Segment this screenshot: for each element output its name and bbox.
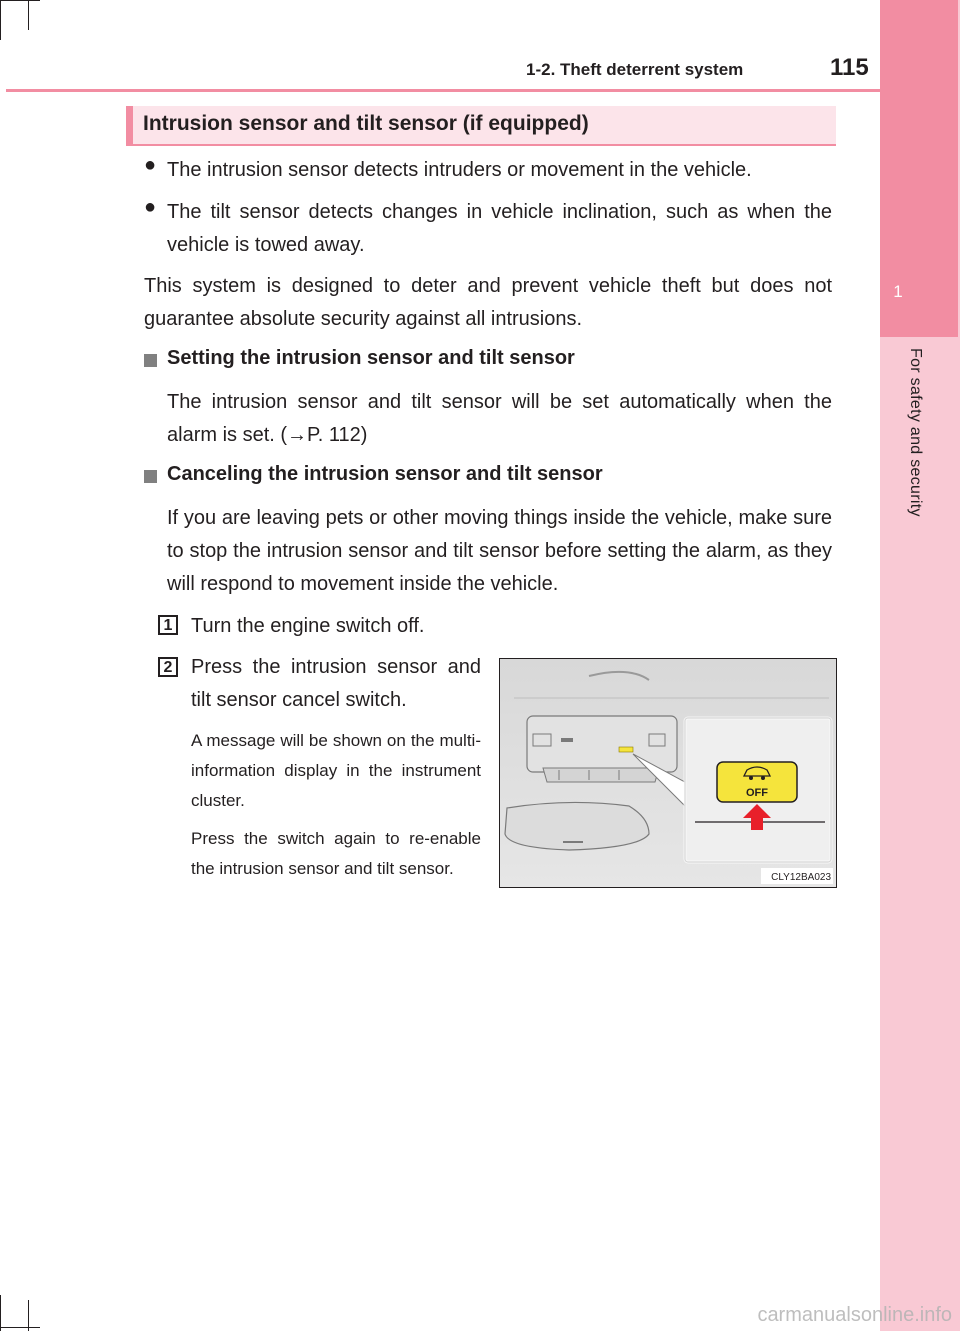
chapter-number: 1	[893, 282, 903, 301]
crop-mark	[0, 1295, 1, 1331]
step-text: Turn the engine switch off.	[191, 615, 425, 637]
chapter-title: For safety and security	[907, 348, 924, 517]
crop-mark	[28, 0, 29, 30]
cancel-switch-illustration	[499, 658, 837, 888]
crop-mark	[0, 0, 1, 40]
bullet-text: The tilt sensor detects changes in vehicle inclination, such as when the vehicle is towed away.	[167, 201, 832, 256]
canceling-body: If you are leaving pets or other moving things inside the vehicle, make sure to stop the intrusion sensor and tilt sensor before setting the alarm, as they will respond to movement inside the vehicle.	[167, 507, 832, 595]
square-bullet-icon	[144, 354, 157, 367]
bullet-icon: ●	[144, 196, 157, 218]
step-number: 1	[158, 615, 178, 635]
note-text: A message will be shown on the multi-information display in the instrument cluster.	[191, 731, 481, 810]
figure-code: CLY12BA023	[771, 872, 831, 883]
button-off-label: OFF	[746, 787, 768, 799]
setting-body: The intrusion sensor and tilt sensor will be set automatically when the alarm is set. (→P. 112)	[167, 391, 832, 446]
step-text: Press the intrusion sensor and tilt sensor cancel switch.	[191, 656, 481, 711]
intro-paragraph: This system is designed to deter and prevent vehicle theft but does not guarantee absolute security against all intrusions.	[144, 275, 832, 330]
header-section-title: 1-2. Theft deterrent system	[526, 60, 744, 79]
canceling-heading: Canceling the intrusion sensor and tilt sensor	[167, 463, 603, 485]
square-bullet-icon	[144, 470, 157, 483]
watermark: carmanualsonline.info	[757, 1304, 952, 1326]
section-title: Intrusion sensor and tilt sensor (if equipped)	[143, 112, 589, 135]
bullet-icon: ●	[144, 154, 157, 176]
section-heading-bar	[126, 106, 836, 146]
bullet-text: The intrusion sensor detects intruders or movement in the vehicle.	[167, 159, 752, 181]
crop-mark	[0, 1327, 40, 1328]
cancel-switch-location	[619, 747, 633, 752]
crop-mark	[0, 0, 40, 1]
chapter-sidebar	[880, 0, 960, 1331]
section-accent	[126, 106, 133, 144]
page-number: 115	[830, 54, 869, 81]
header-rule	[6, 89, 880, 92]
step-number: 2	[158, 657, 178, 677]
setting-heading: Setting the intrusion sensor and tilt sensor	[167, 347, 575, 369]
note-text: Press the switch again to re-enable the intrusion sensor and tilt sensor.	[191, 829, 481, 878]
